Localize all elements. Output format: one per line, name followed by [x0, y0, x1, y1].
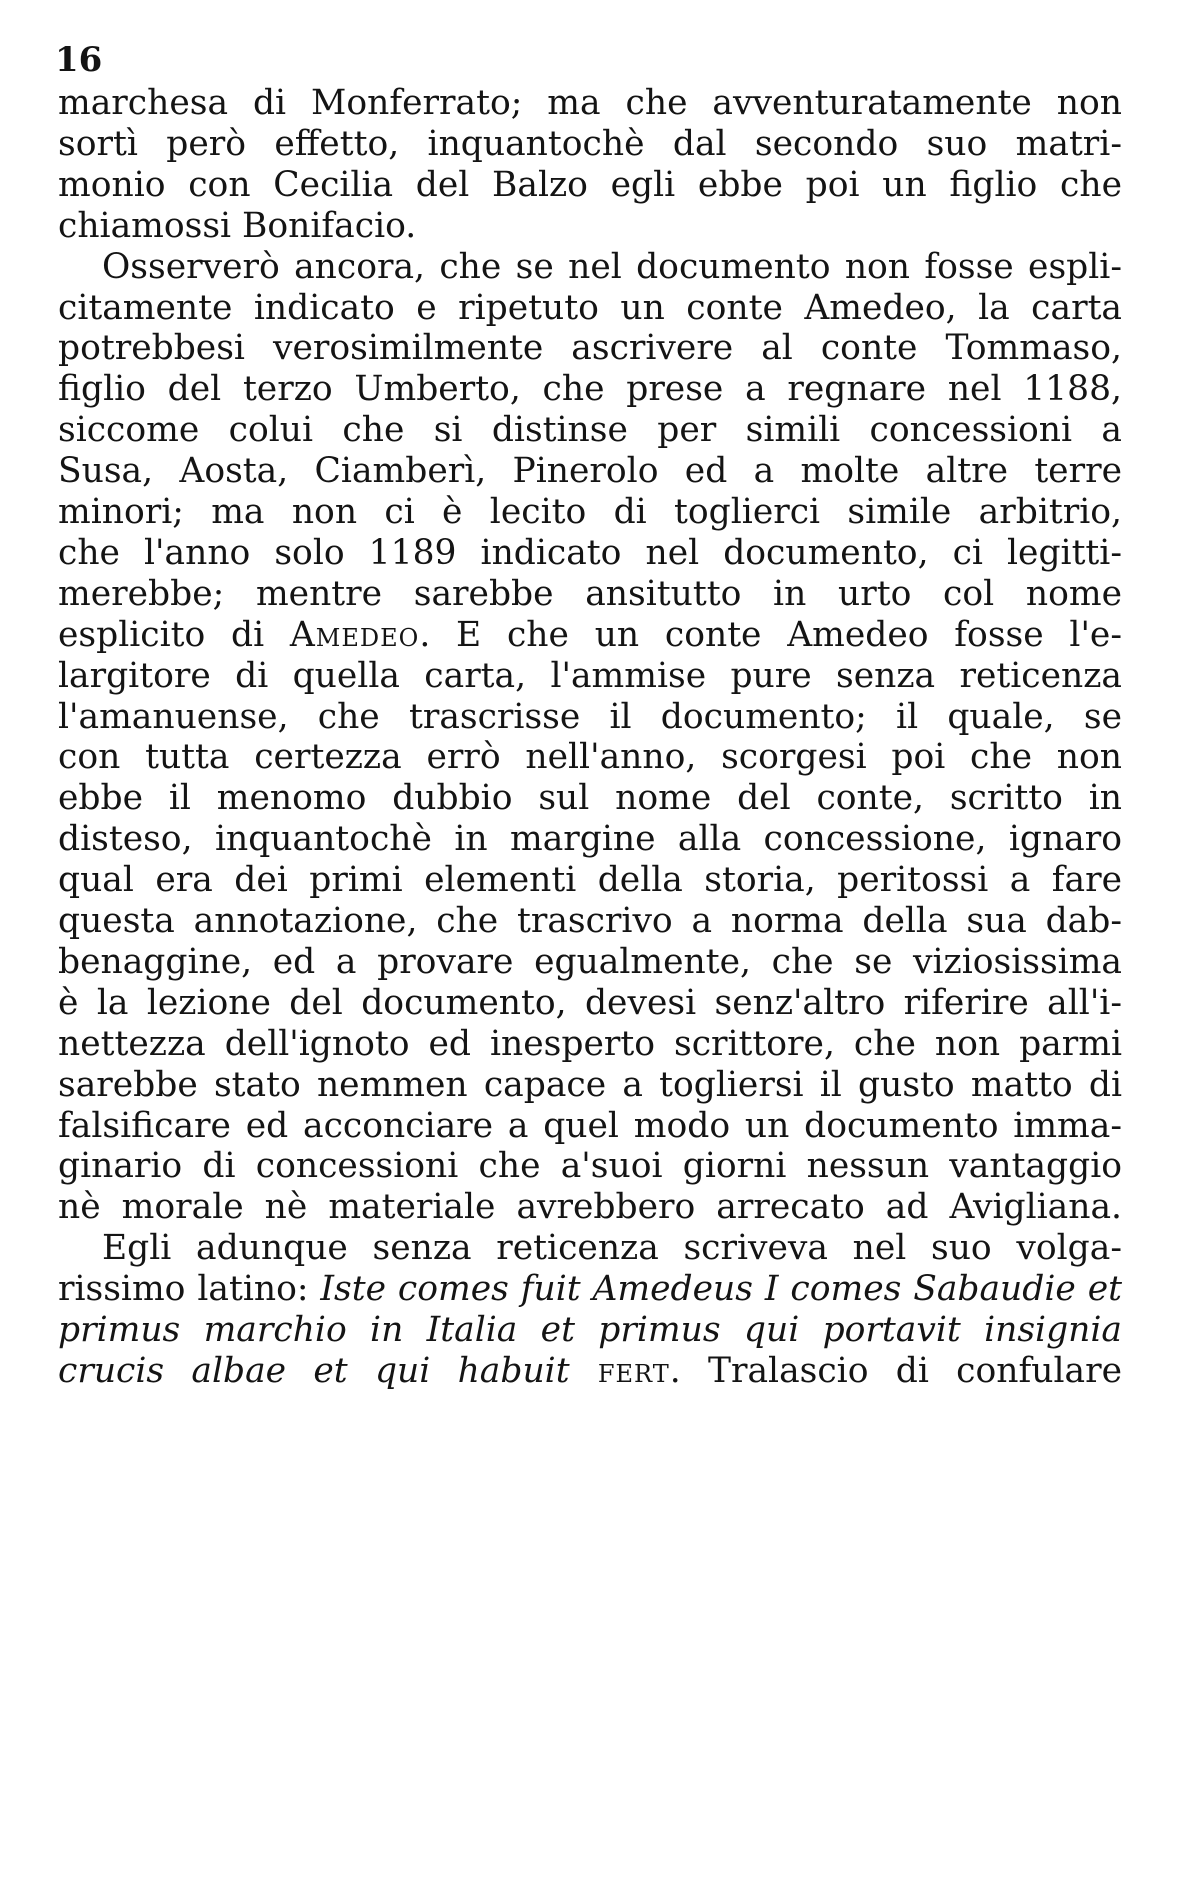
text-line: [58, 490, 1122, 534]
text-line: [58, 408, 1122, 452]
text-run: l'amanuense, che trascrisse il documento; il quale, se: [58, 697, 1122, 737]
text-run: . E che un conte Amedeo fosse l'e-: [419, 615, 1122, 655]
text-run: con tutta certezza errò nell'anno, scorgesi poi che non: [58, 737, 1122, 777]
text-line: [58, 695, 1122, 739]
text-line: [58, 1063, 1122, 1107]
text-run: chiamossi Bonifacio.: [58, 206, 417, 246]
text-line: [58, 204, 1122, 248]
text-run: esplicito di: [58, 615, 290, 655]
text-line: [58, 1308, 1122, 1352]
text-line: [58, 122, 1122, 166]
text-run: sortì però effetto, inquantochè dal secondo suo matri-: [58, 124, 1122, 164]
text-line: [58, 1349, 1122, 1393]
text-run: falsificare ed acconciare a quel modo un documento imma-: [58, 1106, 1122, 1146]
text-run: siccome colui che si distinse per simili concessioni a: [58, 410, 1122, 450]
text-run: citamente indicato e ripetuto un conte Amedeo, la carta: [58, 288, 1122, 328]
text-run: Osserverò ancora, che se nel documento non fosse espli-: [102, 247, 1122, 287]
page-number: 16: [55, 40, 103, 80]
text-line: [58, 1267, 1122, 1311]
text-line: [58, 940, 1122, 984]
text-line: [58, 899, 1122, 943]
text-run: Egli adunque senza reticenza scriveva nel suo volga-: [102, 1228, 1122, 1268]
text-run: monio con Cecilia del Balzo egli ebbe poi un figlio che: [58, 165, 1122, 205]
text-run: ebbe il menomo dubbio sul nome del conte, scritto in: [58, 778, 1122, 818]
italic-text: Iste comes fuit Amedeus I comes Sabaudie et: [320, 1269, 1122, 1309]
text-line: [58, 1144, 1122, 1188]
small-caps-text: fert: [569, 1351, 670, 1391]
text-line: [102, 245, 1122, 289]
text-run: ginario di concessioni che a'suoi giorni nessun vantaggio: [58, 1146, 1122, 1186]
text-line: [58, 1185, 1122, 1229]
text-run: largitore di quella carta, l'ammise pure senza reticenza: [58, 656, 1122, 696]
text-line: [58, 654, 1122, 698]
text-run: è la lezione del documento, devesi senz'altro riferire all'i-: [58, 983, 1122, 1023]
text-line: [58, 1104, 1122, 1148]
text-line: [58, 858, 1122, 902]
text-line: [58, 572, 1122, 616]
text-run: figlio del terzo Umberto, che prese a regnare nel 1188,: [58, 369, 1122, 409]
text-run: marchesa di Monferrato; ma che avventuratamente non: [58, 83, 1122, 123]
text-run: minori; ma non ci è lecito di toglierci simile arbitrio,: [58, 492, 1122, 532]
text-run: disteso, inquantochè in margine alla concessione, ignaro: [58, 819, 1122, 859]
text-line: [58, 1022, 1122, 1066]
text-run: questa annotazione, che trascrivo a norma della sua dab-: [58, 901, 1122, 941]
text-run: rissimo latino:: [58, 1269, 321, 1309]
text-line: [58, 817, 1122, 861]
text-line: [58, 449, 1122, 493]
text-run: qual era dei primi elementi della storia, peritossi a fare: [58, 860, 1122, 900]
text-line: [102, 1226, 1122, 1270]
text-line: [58, 367, 1122, 411]
text-line: [58, 81, 1122, 125]
text-run: Susa, Aosta, Ciamberì, Pinerolo ed a molte altre terre: [58, 451, 1122, 491]
text-run: merebbe; mentre sarebbe ansitutto in urto col nome: [58, 574, 1122, 614]
text-run: sarebbe stato nemmen capace a togliersi il gusto matto di: [58, 1065, 1122, 1105]
text-line: [58, 735, 1122, 779]
text-run: . Tralascio di confulare: [669, 1351, 1122, 1391]
text-run: potrebbesi verosimilmente ascrivere al conte Tommaso,: [58, 328, 1122, 368]
text-run: nettezza dell'ignoto ed inesperto scrittore, che non parmi: [58, 1024, 1122, 1064]
text-run: nè morale nè materiale avrebbero arrecato ad Avigliana.: [58, 1187, 1122, 1227]
text-line: [58, 163, 1122, 207]
text-line: [58, 326, 1122, 370]
text-line: [58, 286, 1122, 330]
text-run: benaggine, ed a provare egualmente, che se viziosissima: [58, 942, 1122, 982]
text-run: che l'anno solo 1189 indicato nel documento, ci legitti-: [58, 533, 1122, 573]
text-line: [58, 613, 1122, 657]
italic-text: crucis albae et qui habuit: [58, 1351, 570, 1391]
italic-text: primus marchio in Italia et primus qui portavit insignia: [58, 1310, 1122, 1350]
text-line: [58, 981, 1122, 1025]
text-line: [58, 776, 1122, 820]
small-caps-text: Amedeo: [289, 615, 420, 655]
text-line: [58, 531, 1122, 575]
